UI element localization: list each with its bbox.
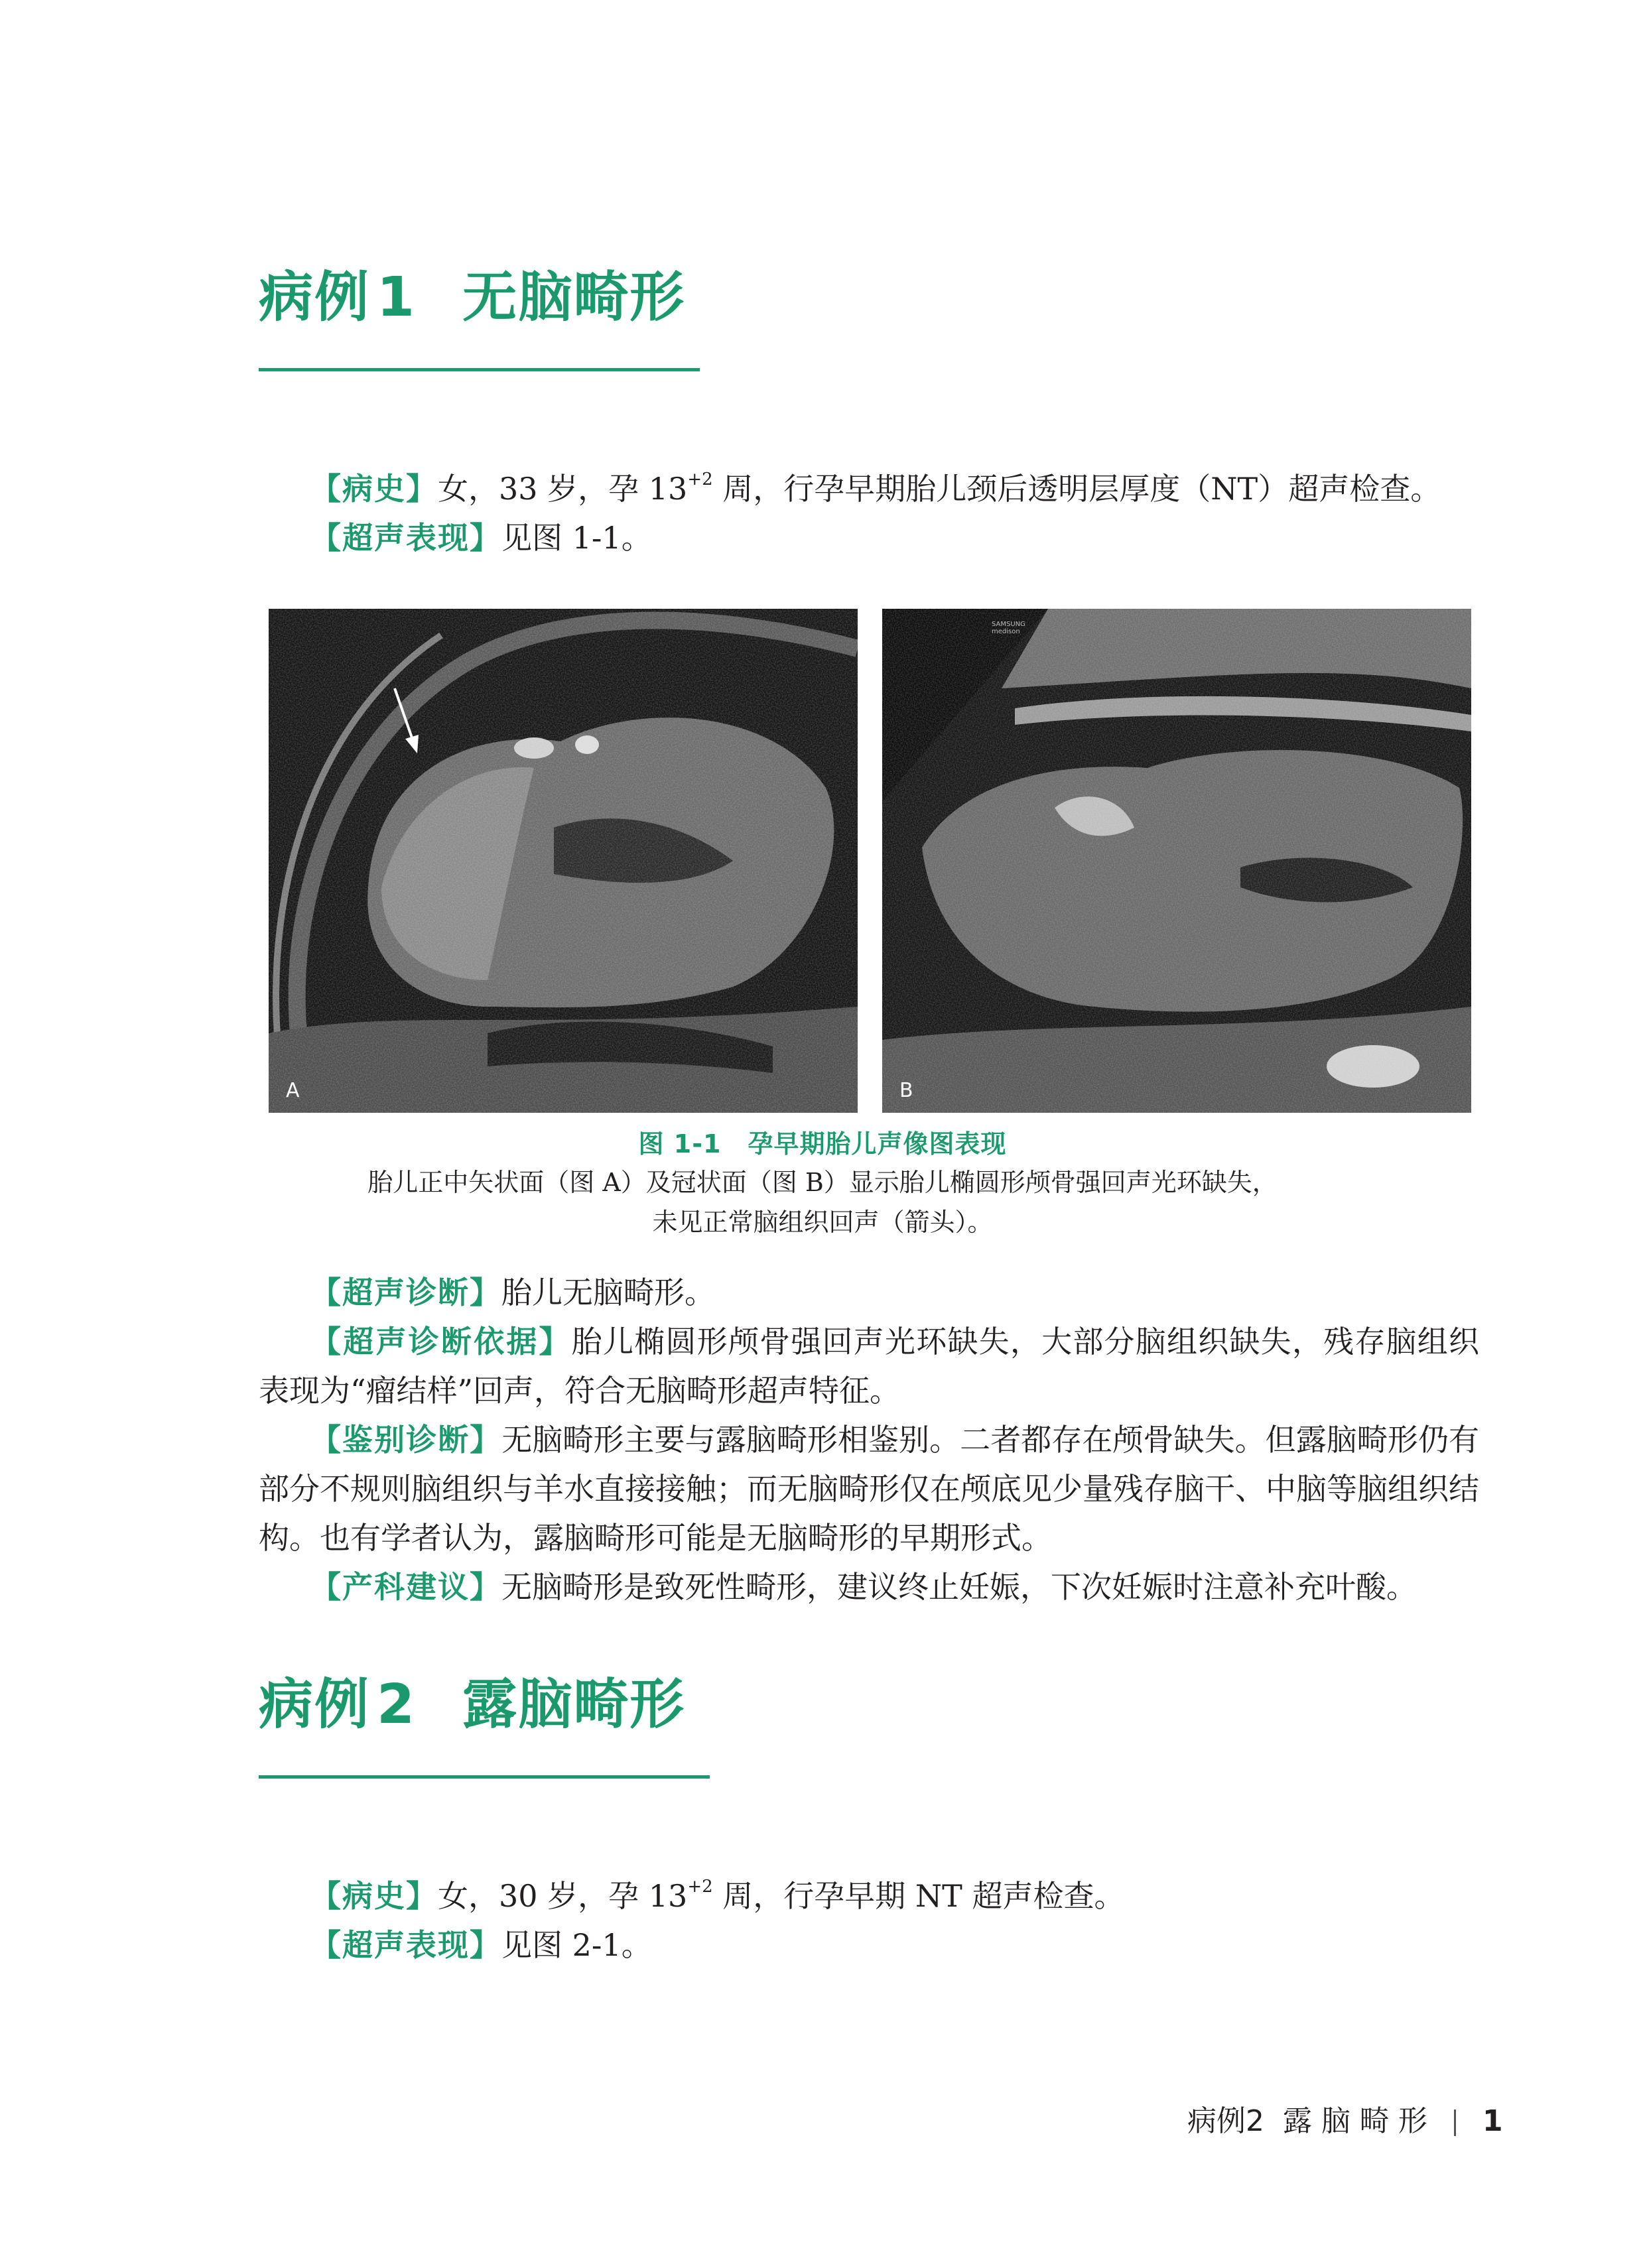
case1-title xyxy=(259,266,686,329)
case2-title xyxy=(259,1673,686,1736)
basis-label: 【超声诊断依据】 xyxy=(310,1324,572,1359)
case1-history xyxy=(259,464,1479,513)
figure-desc-line2: 未见正常脑组织回声（箭头）。 xyxy=(652,1208,993,1237)
case2-history-text-b: 周，行孕早期 NT 超声检查。 xyxy=(712,1878,1125,1914)
case2-title-rule xyxy=(259,1775,710,1779)
case1-diagnosis xyxy=(259,1268,1479,1317)
case1-differential xyxy=(259,1415,1479,1562)
ultrasound-image-b xyxy=(882,609,1471,1113)
panel-label-b: B xyxy=(899,1079,913,1102)
case1-number: 1 xyxy=(377,266,417,329)
figure-caption xyxy=(0,1123,1645,1160)
case2-history-label: 【病史】 xyxy=(310,1878,438,1914)
advice-text: 无脑畸形是致死性畸形，建议终止妊娠，下次妊娠时注意补充叶酸。 xyxy=(501,1569,1417,1605)
ultrasound-image-a xyxy=(269,609,858,1113)
running-head-title: 病例2 露 脑 畸 形 xyxy=(1187,2104,1427,2138)
case2-history xyxy=(259,1871,1479,1921)
case1-title-rule xyxy=(259,368,700,371)
figure-caption-number: 图 1-1 xyxy=(638,1129,722,1159)
ultrasound-label: 【超声表现】 xyxy=(310,520,501,556)
history-superscript: +2 xyxy=(687,470,713,489)
case1-basis xyxy=(259,1317,1479,1415)
case1-prefix: 病例 xyxy=(259,266,371,329)
ultrasound-text: 见图 1-1。 xyxy=(501,520,652,556)
image-brand-tag: SAMSUNG medison xyxy=(992,621,1025,635)
diagnosis-label: 【超声诊断】 xyxy=(310,1275,501,1310)
case1-advice xyxy=(259,1562,1479,1611)
figure-caption-title: 孕早期胎儿声像图表现 xyxy=(748,1129,1007,1159)
history-text-b: 周，行孕早期胎儿颈后透明层厚度（NT）超声检查。 xyxy=(712,471,1441,507)
case2-ultrasound-label: 【超声表现】 xyxy=(310,1927,501,1963)
ultrasound-scan-b xyxy=(882,609,1471,1113)
case2-history-text-a: 女，30 岁，孕 13 xyxy=(438,1878,688,1914)
case1-name: 无脑畸形 xyxy=(462,266,686,329)
basis-text: 胎儿椭圆形颅骨强回声光环缺失，大部分脑组织缺失，残存脑组织表现为“瘤结样”回声，符合无脑畸形超声特征。 xyxy=(259,1324,1480,1409)
case1-ultrasound xyxy=(259,513,1479,562)
advice-label: 【产科建议】 xyxy=(310,1569,501,1605)
differential-text: 无脑畸形主要与露脑畸形相鉴别。二者都存在颅骨缺失。但露脑畸形仍有部分不规则脑组织与羊水直接接触；而无脑畸形仅在颅底见少量残存脑干、中脑等脑组织结构。也有学者认为，露脑畸形可能是无脑畸形的早期形式。 xyxy=(259,1422,1480,1556)
history-text-a: 女，33 岁，孕 13 xyxy=(438,471,688,507)
ultrasound-scan-a xyxy=(269,609,858,1113)
case2-number: 2 xyxy=(377,1673,417,1736)
running-head-separator xyxy=(1454,2110,1456,2136)
history-label: 【病史】 xyxy=(310,471,438,507)
case2-name: 露脑畸形 xyxy=(462,1673,686,1736)
figure-desc-line1: 胎儿正中矢状面（图 A）及冠状面（图 B）显示胎儿椭圆形颅骨强回声光环缺失， xyxy=(367,1168,1278,1197)
case2-ultrasound-text: 见图 2-1。 xyxy=(501,1927,652,1963)
running-head xyxy=(1187,2097,1503,2139)
case2-ultrasound xyxy=(259,1921,1479,1970)
differential-label: 【鉴别诊断】 xyxy=(310,1422,502,1458)
diagnosis-text: 胎儿无脑畸形。 xyxy=(501,1275,715,1310)
case2-prefix: 病例 xyxy=(259,1673,371,1736)
page-number: 1 xyxy=(1482,2104,1503,2138)
panel-label-a: A xyxy=(286,1079,300,1102)
case2-history-superscript: +2 xyxy=(687,1877,713,1897)
